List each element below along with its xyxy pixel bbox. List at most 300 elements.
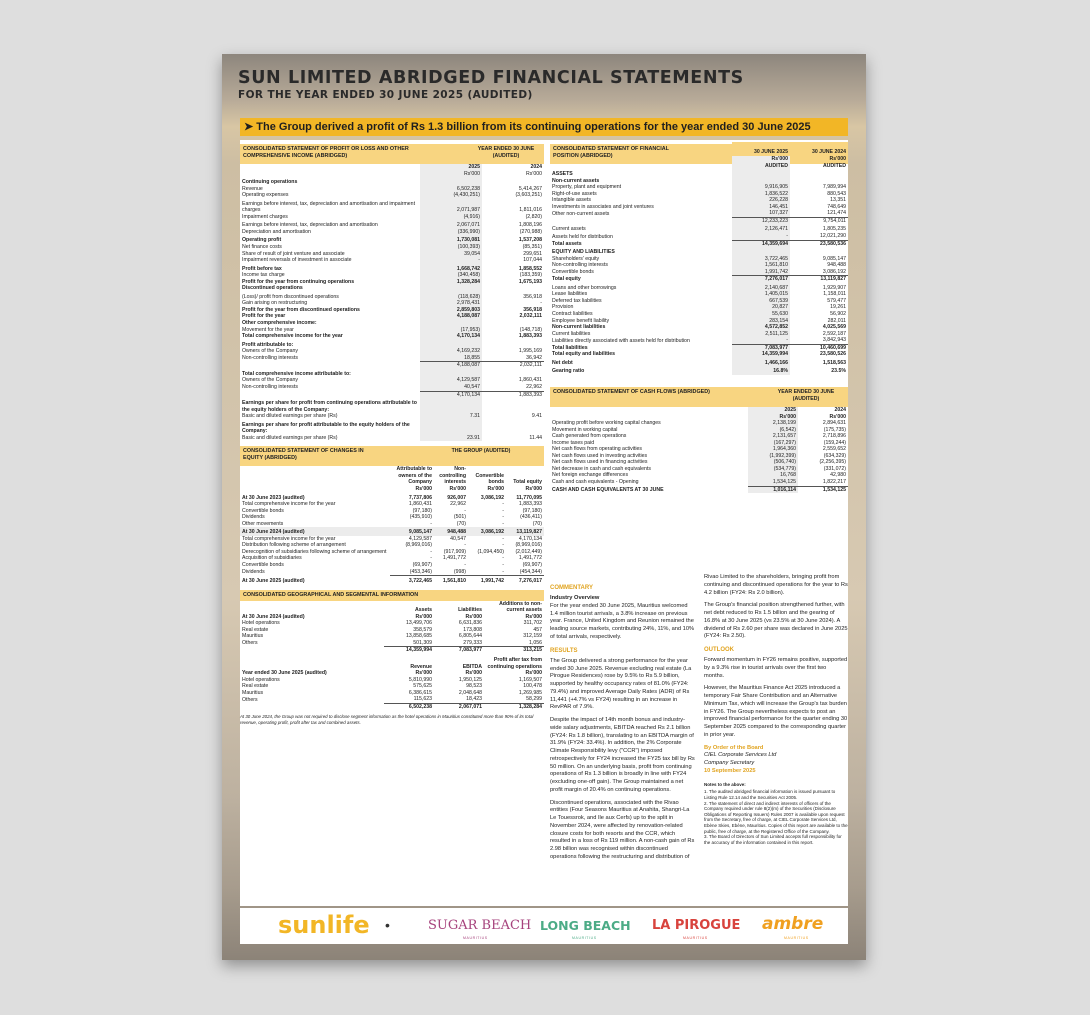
geo1-row-value: 6,631,836 xyxy=(458,620,482,627)
fp-row-value-prior: 13,119,827 xyxy=(790,276,848,283)
fp-row-label: Total equity xyxy=(552,276,581,283)
geo1-row-label: Hotel operations xyxy=(242,620,280,627)
equity-row-value: 9,085,147 xyxy=(390,527,434,536)
pl-row-value-prior: 5,414,267 xyxy=(518,185,542,192)
geo-table-2024 xyxy=(240,601,544,654)
geo-header-title: CONSOLIDATED GEOGRAPHICAL AND SEGMENTAL INFORMATION xyxy=(243,591,419,598)
pl-row-value-current: 4,170,134 xyxy=(420,391,482,398)
equity-row-value: 4,170,134 xyxy=(518,535,542,542)
equity-row-value: 7,276,017 xyxy=(506,576,544,585)
geo1-row-value: 13,499,706 xyxy=(406,620,432,627)
geo1-row-label xyxy=(240,647,384,654)
geo2-row-value: 575,625 xyxy=(413,683,432,690)
fp-row-value-prior: 7,989,994 xyxy=(822,184,846,191)
fp-row-value-current: 4,572,852 xyxy=(732,324,790,331)
geo1-row-label: Real estate xyxy=(242,626,269,633)
commentary-col-1 xyxy=(550,584,696,867)
geo1-row-value: 312,159 xyxy=(523,633,542,640)
pl-row-value-current: (4,430,251) xyxy=(420,192,482,199)
fp-row-value-prior: 10,460,699 xyxy=(790,344,848,351)
geo2-row-value: 1,269,985 xyxy=(518,689,542,696)
fp-row-value-prior: 1,158,011 xyxy=(823,291,846,298)
fp-row-label: Assets held for distribution xyxy=(552,233,613,240)
equity-row-label: Total comprehensive income for the year xyxy=(242,501,336,508)
fp-row-label: Investments in associates and joint ventures xyxy=(552,203,654,210)
geo2-row-value: 5,810,990 xyxy=(408,676,432,683)
fp-row-value-current: 3,722,465 xyxy=(732,256,790,263)
pl-row-value-prior: 1,858,552 xyxy=(518,265,542,272)
cf-row-label: Net decrease in cash and cash equivalents xyxy=(552,465,651,472)
equity-row-value: - xyxy=(502,514,504,521)
pl-row-value-current: 2,978,431 xyxy=(420,300,482,307)
fp-row-value-prior xyxy=(790,247,848,256)
equity-row-value: 3,722,465 xyxy=(390,576,434,585)
cf-row-value-current: (534,779) xyxy=(748,466,798,473)
pl-row-value-prior xyxy=(482,340,544,349)
outlook-heading: OUTLOOK xyxy=(704,647,734,653)
fp-row-value-current xyxy=(732,247,790,256)
fp-row-label: Deferred tax liabilities xyxy=(552,297,602,304)
equity-row-value: 13,119,827 xyxy=(506,527,544,536)
pl-row-value-current xyxy=(420,177,482,186)
pl-row-value-current xyxy=(420,340,482,349)
pl-row-value-prior xyxy=(482,369,544,378)
cf-row-label: Net cash flows used in investing activities xyxy=(552,452,648,459)
fp-row xyxy=(550,240,848,247)
fp-row-value-current: 1,405,015 xyxy=(732,291,790,298)
equity-row-label: At 30 June 2025 (audited) xyxy=(242,578,305,585)
geo1-title: At 30 June 2024 (audited) xyxy=(242,613,305,620)
pl-row xyxy=(240,398,544,413)
cf-row-value-prior: (175,735) xyxy=(823,426,846,433)
pl-row-label: (Loss)/ profit from discontinued operations xyxy=(242,293,339,300)
pl-row-label: Owners of the Company xyxy=(242,377,298,384)
geo1-col-label: Additions to non-current assets xyxy=(499,600,542,614)
la-pirogue-logo xyxy=(652,918,740,933)
equity-unit-label: Rs'000 xyxy=(487,485,504,492)
pl-row-label: Impairment charges xyxy=(242,213,288,220)
fp-header-title: CONSOLIDATED STATEMENT OF FINANCIAL POSITION (ABRIDGED) xyxy=(553,146,669,159)
fp-row-value-current: 283,154 xyxy=(732,318,790,325)
geo2-row-value: 6,502,238 xyxy=(384,703,434,710)
fp-row-value-prior: 3,086,192 xyxy=(822,268,846,275)
pl-row-value-prior: 22,962 xyxy=(526,383,542,390)
equity-row-value: (70) xyxy=(456,520,466,527)
pl-row-value-prior: 299,651 xyxy=(523,250,542,257)
cf-row-value-current: 2,131,657 xyxy=(748,433,798,440)
geo1-row-label: Mauritius xyxy=(242,633,264,640)
pl-row xyxy=(240,199,544,214)
equity-unit-label: Rs'000 xyxy=(415,485,432,492)
pl-row-value-prior: - xyxy=(540,300,542,307)
fp-row-value-prior: 9,085,147 xyxy=(822,255,846,262)
pl-row-value-current: 1,328,284 xyxy=(420,279,482,286)
equity-row-value: 1,991,742 xyxy=(468,576,506,585)
pl-row xyxy=(240,177,544,186)
equity-row-value: (998) xyxy=(453,568,466,575)
pl-row-value-prior: 1,995,169 xyxy=(518,348,542,355)
pl-row-value-current: 6,502,238 xyxy=(420,186,482,193)
fp-row-value-prior: 19,261 xyxy=(830,304,846,311)
pl-row-label: Owners of the Company xyxy=(242,348,298,355)
cf-row-value-current: 1,016,114 xyxy=(748,486,798,493)
geo1-row-value: 14,359,994 xyxy=(384,647,434,654)
fp-row-value-prior: 1,929,907 xyxy=(822,284,846,291)
fp-row xyxy=(550,217,848,224)
pl-row-label: Profit before tax xyxy=(242,265,282,272)
fp-row-label: Convertible bonds xyxy=(552,269,594,276)
geo1-row-value: 313,215 xyxy=(484,647,544,654)
pl-col-2025: 2025 xyxy=(420,164,482,171)
fp-row-label: Total assets xyxy=(552,240,582,247)
equity-row-value: (1,094,450) xyxy=(477,548,504,555)
fp-row-label: ASSETS xyxy=(552,171,573,178)
equity-row-value: - xyxy=(502,501,504,508)
commentary-p3: Despite the impact of 14th month bonus and industry-wide salary adjustments, EBITDA reached Rs 2.1 billion (FY24: Rs 1.8 billion), translating to an EBITDA margin of 31.9% (FY24: 33.4%). In addition, the 2% Corporate Climate Responsibility levy ("CCR") imposed retrospectively for FY24 increased the FY25 tax bill by Rs 50 million. On an underlying basis, profit from continuing operations of Rs 1.3 billion is broadly in line with FY24 (excluding one-off gain). The Group maintained a net profit margin of 20.4% on continuing operations. xyxy=(550,717,695,793)
geo2-col-header xyxy=(240,657,544,670)
cf-row-value-current: (1,992,399) xyxy=(748,453,798,460)
equity-row-value: 40,547 xyxy=(450,535,466,542)
cf-header-title: CONSOLIDATED STATEMENT OF CASH FLOWS (ABRIDGED) xyxy=(553,388,710,395)
geo1-row-value: 13,858,685 xyxy=(406,633,432,640)
pl-row-value-prior: (148,718) xyxy=(519,326,542,333)
equity-row-value: 22,962 xyxy=(450,501,466,508)
geo2-row-value: 1,169,507 xyxy=(518,676,542,683)
equity-row-value: (436,411) xyxy=(520,514,542,521)
fp-row xyxy=(550,169,848,178)
brand-logo-bar xyxy=(240,908,848,944)
equity-row-value: 948,488 xyxy=(434,527,468,536)
pl-row-value-prior: 1,860,431 xyxy=(518,377,542,384)
fp-row-label: Total equity and liabilities xyxy=(552,351,616,358)
geo2-row-value: 115,623 xyxy=(413,696,432,703)
geo1-row-value: 311,702 xyxy=(523,620,542,627)
equity-row-value: 1,491,772 xyxy=(442,555,466,562)
long-beach-logo xyxy=(540,918,631,933)
pl-row-value-current: 1,668,742 xyxy=(420,264,482,273)
fp-row-value-prior: 282,011 xyxy=(827,317,846,324)
fp-row xyxy=(550,233,848,240)
fp-row-value-prior: 13,351 xyxy=(830,197,846,204)
fp-row-value-current: 107,327 xyxy=(732,210,790,217)
geo2-row-value: 100,478 xyxy=(523,683,542,690)
pl-header-title: CONSOLIDATED STATEMENT OF PROFIT OR LOSS AND OTHER COMPREHENSIVE INCOME (ABRIDGED) xyxy=(243,146,409,159)
fp-row xyxy=(550,224,848,233)
pl-row-value-prior: (2,820) xyxy=(525,213,542,220)
equity-row-label: Acquisition of subsidiaries xyxy=(242,555,302,562)
cf-row-value-current: 2,138,199 xyxy=(748,420,798,427)
equity-row-value: - xyxy=(502,555,504,562)
fp-row-value-prior xyxy=(790,169,848,178)
geo1-unit-label: Rs'000 xyxy=(525,613,542,620)
cf-col-2025: 2025 xyxy=(748,407,798,414)
fp-row-value-prior: 23,580,536 xyxy=(790,240,848,247)
commentary-p2: The Group delivered a strong performance for the year ended 30 June 2025. Revenue excluding real estate (La Pirogue Residences) rose by 9.5% to Rs 5.9 billion, supported by healthy occupancy rates of 81.0% (FY24: 79.4%) and improved Average Daily Rates (ADR) of Rs 11,441 (+4.7% vs FY24) resulting in an increase in RevPAR of 7.9%. xyxy=(550,657,692,711)
geo2-row-label xyxy=(240,703,384,710)
page-title: SUN LIMITED ABRIDGED FINANCIAL STATEMENTS xyxy=(238,68,744,88)
cf-row-label: Cash generated from operations xyxy=(552,433,627,440)
report-date: 10 September 2025 xyxy=(704,767,756,774)
equity-row xyxy=(240,493,544,502)
equity-row-value: (69,907) xyxy=(522,561,542,568)
equity-row-value: - xyxy=(502,568,504,575)
geo2-row-label: Hotel operations xyxy=(242,676,280,683)
cf-row-label: Net foreign exchange differences xyxy=(552,472,629,479)
equity-header-scope: THE GROUP (AUDITED) xyxy=(451,448,511,455)
board-order: By Order of the Board xyxy=(704,744,764,751)
geo1-row-value: 457 xyxy=(533,626,542,633)
cf-row xyxy=(550,486,848,493)
geo1-col-header xyxy=(240,601,544,614)
fp-row-label: Loans and other borrowings xyxy=(552,284,617,291)
fp-row xyxy=(550,276,848,283)
pl-row-value-current: 4,170,134 xyxy=(420,333,482,340)
geo2-row xyxy=(240,696,544,703)
cf-row xyxy=(550,479,848,486)
commentary-col-2 xyxy=(704,574,848,846)
geo1-col-label: Assets xyxy=(414,607,432,614)
equity-row-label: Convertible bonds xyxy=(242,561,284,568)
equity-row-value: (2,012,449) xyxy=(515,548,542,555)
pl-row-value-prior: 11.44 xyxy=(529,434,542,441)
cf-header xyxy=(550,387,848,407)
geo1-unit-label: Rs'000 xyxy=(465,613,482,620)
fp-row-value-current: - xyxy=(732,233,790,240)
pl-row-value-prior: 356,918 xyxy=(523,306,542,313)
equity-row xyxy=(240,576,544,585)
fp-row-value-current: 226,228 xyxy=(732,197,790,204)
fp-row-value-current: 14,359,694 xyxy=(732,240,790,247)
geo1-unit-label: Rs'000 xyxy=(415,613,432,620)
geo2-row-value: 2,048,648 xyxy=(458,689,482,696)
pl-row-value-prior: (85,351) xyxy=(522,244,542,251)
equity-header-title: CONSOLIDATED STATEMENT OF CHANGES IN EQUITY (ABRIDGED) xyxy=(243,448,364,462)
fp-row-value-prior: 12,021,290 xyxy=(820,233,846,240)
pl-row-label xyxy=(240,391,420,398)
geo1-col-label: Liabilities xyxy=(458,607,482,614)
pl-row xyxy=(240,355,544,362)
equity-row-value: (435,910) xyxy=(409,514,432,521)
equity-col-label: Convertible bonds xyxy=(475,472,504,486)
geo2-row-value: 1,950,125 xyxy=(458,676,482,683)
equity-row xyxy=(240,527,544,536)
fp-row-value-current: 7,276,017 xyxy=(732,276,790,283)
geo2-col-label: Revenue xyxy=(410,663,432,670)
fp-row-value-current: 1,561,810 xyxy=(732,262,790,269)
equity-row-label: Distribution following scheme of arrangement xyxy=(242,542,346,549)
equity-col-header xyxy=(240,466,544,486)
pl-row xyxy=(240,435,544,442)
cf-row-value-current: (506,740) xyxy=(748,459,798,466)
fp-row-label: Non-current assets xyxy=(552,177,600,184)
equity-row-value: - xyxy=(502,561,504,568)
pl-row-value-current: 1,730,081 xyxy=(420,235,482,244)
equity-row-value: 3,086,192 xyxy=(480,494,504,501)
cf-row-label: Movement in working capital xyxy=(552,426,618,433)
pl-row-value-current: 40,547 xyxy=(420,384,482,391)
pl-row-label: Basic and diluted earnings per share (Rs) xyxy=(242,434,338,441)
fp-row-value-prior: 1,805,235 xyxy=(822,226,846,233)
pl-unit-2025: Rs'000 xyxy=(420,171,482,178)
cf-row-value-prior: (159,244) xyxy=(823,439,846,446)
pl-row-value-prior: 1,808,196 xyxy=(518,222,542,229)
fp-row-value-current: 1,991,742 xyxy=(732,269,790,276)
pl-row-label: Earnings before interest, tax, depreciation and amortisation xyxy=(242,222,378,229)
cf-row-value-prior: 1,822,217 xyxy=(822,478,846,485)
fp-row-value-prior: 2,592,187 xyxy=(822,330,846,337)
cf-row-label: Operating profit before working capital changes xyxy=(552,420,661,427)
equity-row-value: - xyxy=(430,548,432,555)
pl-row-value-current: 4,129,587 xyxy=(420,377,482,384)
equity-row-label: Dividends xyxy=(242,514,265,521)
fp-row-value-current: 20,827 xyxy=(732,304,790,311)
pl-row-value-prior xyxy=(482,398,544,413)
fp-table xyxy=(550,142,848,375)
pl-row xyxy=(240,362,544,369)
pl-header-period: YEAR ENDED 30 JUNE (AUDITED) xyxy=(477,146,535,159)
pl-row-value-prior: 9.41 xyxy=(531,413,542,420)
pl-unit-2024: Rs'000 xyxy=(526,170,542,177)
pl-row-label: Profit for the year from discontinued operations xyxy=(242,306,360,313)
pl-row-label: Gain arising on restructuring xyxy=(242,300,308,307)
equity-row-value: (501) xyxy=(453,514,466,521)
pl-row-label: Depreciation and amortisation xyxy=(242,228,311,235)
fp-row-value-current: 14,359,994 xyxy=(732,351,790,358)
content-panel xyxy=(240,140,848,906)
pl-row-value-current: (4,916) xyxy=(420,214,482,221)
pl-row-value-current: 7.31 xyxy=(420,413,482,420)
pl-row-label: Movement for the year xyxy=(242,326,294,333)
right-column xyxy=(550,140,848,493)
pl-row xyxy=(240,264,544,273)
fp-row-value-current xyxy=(732,169,790,178)
pl-row-value-current: (100,393) xyxy=(420,244,482,251)
pl-row-label: Revenue xyxy=(242,185,263,192)
financial-statement-page xyxy=(222,54,866,960)
cf-row-value-current: (6,542) xyxy=(748,427,798,434)
pl-row-label: Operating profit xyxy=(242,237,282,244)
equity-row-value: (97,180) xyxy=(412,507,432,514)
equity-row-value: - xyxy=(502,507,504,514)
equity-row-label: Total comprehensive income for the year xyxy=(242,535,336,542)
fp-row-label: Other non-current assets xyxy=(552,210,610,217)
pl-row-value-prior: 1,675,193 xyxy=(518,278,542,285)
geo2-row-value: 1,328,284 xyxy=(484,703,544,710)
equity-row-label: Convertible bonds xyxy=(242,507,284,514)
equity-row-value: (454,344) xyxy=(519,568,542,575)
pl-row-label: Total comprehensive income for the year xyxy=(242,333,343,340)
fp-row xyxy=(550,337,848,344)
cf-table xyxy=(550,407,848,493)
fp-row-value-prior: 579,477 xyxy=(827,297,846,304)
geo1-row xyxy=(240,647,544,654)
fp-row xyxy=(550,247,848,256)
pl-row-label: Continuing operations xyxy=(242,179,298,186)
pl-row-label: Earnings per share for profit from continuing operations attributable to the equity holders of the Company: xyxy=(242,400,417,413)
fp-row-value-current: 146,451 xyxy=(732,204,790,211)
pl-row-label: Profit for the year from continuing operations xyxy=(242,278,355,285)
commentary-p1: For the year ended 30 June 2025, Mauritius welcomed 1.4 million tourist arrivals, a 3.8% increase on previous year. France, United Kingdom and Reunion remained the leading source markets, contributing 24%, 11%, and 10% of total arrivals, respectively. xyxy=(550,602,695,640)
geo1-row-value: 173,808 xyxy=(463,626,482,633)
equity-row-value: 11,770,095 xyxy=(516,494,542,501)
pl-row-label: Earnings per share for profit attributable to the equity holders of the Company: xyxy=(242,421,410,435)
equity-table xyxy=(240,466,544,584)
fp-row-label: Current liabilities xyxy=(552,330,591,337)
secretary-role: Company Secretary xyxy=(704,760,755,767)
fp-row-value-current: 55,630 xyxy=(732,311,790,318)
geo2-row-label: Real estate xyxy=(242,683,269,690)
fp-row-label: Property, plant and equipment xyxy=(552,184,622,191)
pl-row-value-current: 4,169,232 xyxy=(420,348,482,355)
pl-row-value-prior: 1,811,016 xyxy=(519,207,542,214)
pl-header xyxy=(240,144,544,164)
fp-row-label: Lease liabilities xyxy=(552,291,588,298)
equity-row-label: Other movements xyxy=(242,520,284,527)
cf-row-value-prior: 2,718,896 xyxy=(822,433,846,440)
bullet-separator: • xyxy=(385,917,390,933)
fp-row-value-prior: 880,543 xyxy=(827,190,846,197)
pl-row-value-current: (336,990) xyxy=(420,229,482,236)
pl-row-label xyxy=(240,362,420,369)
equity-row-value: (8,969,016) xyxy=(405,542,432,549)
secretary-name: CIEL Corporate Services Ltd xyxy=(704,752,777,759)
pl-row-label: Operating expenses xyxy=(242,192,289,199)
cf-col-2024: 2024 xyxy=(834,406,846,413)
fp-row-label: Current assets xyxy=(552,226,586,233)
fp-row xyxy=(550,366,848,375)
cf-row-label: Cash and cash equivalents - Opening xyxy=(552,479,639,486)
fp-row-label: Right-of-use assets xyxy=(552,190,597,197)
fp-row-value-prior: 4,025,569 xyxy=(822,324,846,331)
geo2-unit-label: Rs'000 xyxy=(465,670,482,677)
cf-row-value-prior: (331,072) xyxy=(823,465,846,472)
pl-row xyxy=(240,369,544,378)
equity-row-value: 3,086,192 xyxy=(468,527,506,536)
commentary-p6: The Group's financial position strengthened further, with net debt reduced to Rs 1.5 billion and the gearing of 16.8% at 30 June 2025 (vs 23.5% at 30 June 2024). A dividend of Rs 2.60 per share was declared in June 2025 (FY24: Rs 2.50). xyxy=(704,602,848,640)
geo2-row-value: 6,386,615 xyxy=(408,689,432,696)
equity-row-label: At 30 June 2024 (audited) xyxy=(240,527,390,536)
fp-row xyxy=(550,358,848,367)
fp-col-2025: 30 JUNE 2025 xyxy=(732,142,790,156)
cf-unit-2024: Rs'000 xyxy=(829,413,846,420)
equity-row-value: 1,491,772 xyxy=(518,555,542,562)
equity-row-value: (69,907) xyxy=(412,561,432,568)
pl-row-label: Earnings before interest, tax, depreciation and amortisation and impairment charges xyxy=(242,200,416,214)
geo2-row-value: 58,299 xyxy=(526,696,542,703)
fp-row-value-current: 9,916,905 xyxy=(732,184,790,191)
equity-row-value: (917,909) xyxy=(443,548,466,555)
geo1-row-label: Others xyxy=(242,640,258,647)
geo2-row-value: 98,523 xyxy=(466,683,482,690)
equity-unit-label: Rs'000 xyxy=(449,485,466,492)
fp-row-value-current: 12,233,223 xyxy=(732,217,790,224)
fp-row-label: EQUITY AND LIABILITIES xyxy=(552,249,615,256)
cf-unit-2025: Rs'000 xyxy=(748,414,798,421)
equity-row-value: (453,346) xyxy=(409,568,432,575)
fp-row-value-current: 7,083,977 xyxy=(732,344,790,351)
pl-row-value-prior: (183,359) xyxy=(519,272,542,279)
pl-row-label: Profit for the year xyxy=(242,313,286,320)
pl-row-value-current xyxy=(420,369,482,378)
fp-col-2024: 30 JUNE 2024 xyxy=(790,142,848,156)
equity-row-value: (70) xyxy=(532,520,542,527)
equity-row xyxy=(240,569,544,576)
fp-row-value-prior: 23.5% xyxy=(831,368,846,375)
pl-row-label: Net finance costs xyxy=(242,244,282,251)
equity-row-value: (8,969,016) xyxy=(515,542,542,549)
fp-audited-2025: AUDITED xyxy=(732,163,790,170)
ambre-sub: MAURITIUS xyxy=(784,936,809,940)
